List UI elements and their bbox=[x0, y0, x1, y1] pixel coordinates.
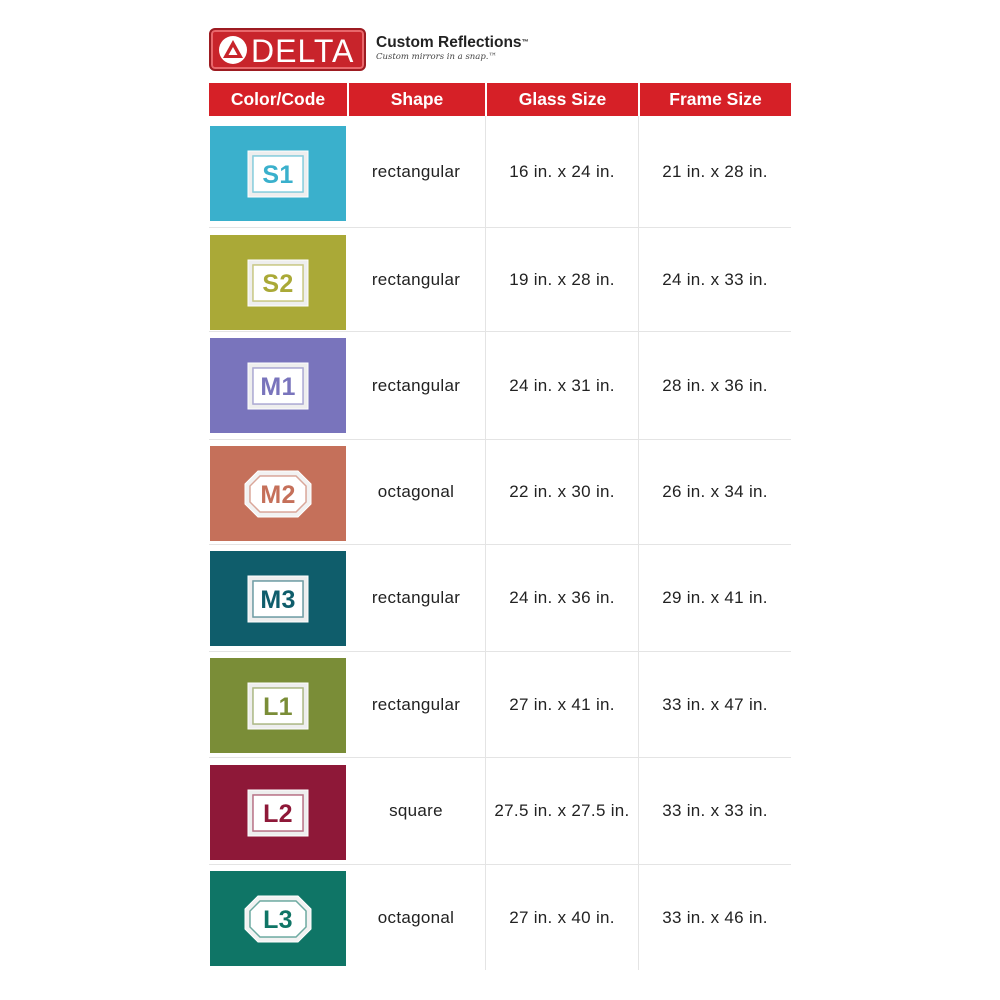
mirror-code-text: S2 bbox=[262, 270, 294, 298]
mirror-code-text: L2 bbox=[263, 800, 293, 828]
table-row bbox=[209, 440, 791, 545]
table-row bbox=[209, 865, 791, 970]
color-code-cell bbox=[209, 440, 347, 544]
frame-size-cell: 33 in. x 33 in. bbox=[638, 758, 791, 864]
rectangular-mirror-icon bbox=[210, 551, 346, 646]
shape-cell: octagonal bbox=[377, 482, 455, 501]
shape-cell: rectangular bbox=[371, 269, 461, 289]
color-swatch bbox=[210, 446, 346, 541]
color-code-cell bbox=[209, 116, 347, 227]
rectangular-mirror-icon bbox=[210, 235, 346, 330]
column-header: Frame Size bbox=[638, 83, 791, 116]
glass-size-cell: 19 in. x 28 in. bbox=[485, 228, 638, 331]
glass-size-cell: 27 in. x 40 in. bbox=[485, 865, 638, 970]
table-row bbox=[209, 652, 791, 758]
color-code-cell bbox=[209, 332, 347, 439]
mirror-code-text: L3 bbox=[263, 906, 293, 934]
logo-text: DELTA bbox=[251, 33, 355, 69]
delta-triangle-icon bbox=[219, 36, 247, 64]
rectangular-mirror-icon bbox=[210, 338, 346, 433]
glass-size-cell: 16 in. x 24 in. bbox=[485, 116, 638, 227]
table-row bbox=[209, 758, 791, 865]
shape-cell: rectangular bbox=[371, 694, 461, 714]
color-code-cell bbox=[209, 652, 347, 757]
mirror-code-text: L1 bbox=[263, 693, 293, 721]
column-header: Color/Code bbox=[209, 83, 347, 116]
color-swatch bbox=[210, 765, 346, 860]
color-code-cell bbox=[209, 545, 347, 651]
mirror-code-text: M1 bbox=[260, 373, 296, 401]
glass-size-cell: 24 in. x 36 in. bbox=[485, 545, 638, 651]
brand-block bbox=[376, 34, 529, 62]
rectangular-mirror-icon bbox=[210, 658, 346, 753]
table-row bbox=[209, 332, 791, 440]
table-row bbox=[209, 228, 791, 332]
glass-size-cell: 27.5 in. x 27.5 in. bbox=[485, 758, 638, 864]
table-row bbox=[209, 116, 791, 228]
shape-cell: rectangular bbox=[371, 588, 461, 607]
frame-size-cell: 21 in. x 28 in. bbox=[638, 116, 791, 227]
octagonal-mirror-icon bbox=[210, 446, 346, 541]
shape-cell: rectangular bbox=[371, 375, 461, 395]
glass-size-cell: 22 in. x 30 in. bbox=[485, 440, 638, 544]
frame-size-cell: 33 in. x 47 in. bbox=[638, 652, 791, 757]
color-swatch bbox=[210, 338, 346, 433]
mirror-code-text: M2 bbox=[260, 481, 296, 509]
color-code-cell bbox=[209, 228, 347, 331]
octagonal-mirror-icon bbox=[210, 871, 346, 966]
table-header bbox=[209, 83, 791, 116]
color-swatch bbox=[210, 551, 346, 646]
frame-size-cell: 33 in. x 46 in. bbox=[638, 865, 791, 970]
table-body bbox=[209, 116, 791, 970]
glass-size-cell: 24 in. x 31 in. bbox=[485, 332, 638, 439]
frame-size-cell: 29 in. x 41 in. bbox=[638, 545, 791, 651]
shape-cell: rectangular bbox=[371, 161, 461, 181]
mirror-code-text: M3 bbox=[260, 586, 296, 614]
mirror-code-text: S1 bbox=[262, 161, 294, 189]
rectangular-mirror-icon bbox=[210, 765, 346, 860]
color-code-cell bbox=[209, 865, 347, 970]
color-swatch bbox=[210, 871, 346, 966]
table-row bbox=[209, 545, 791, 652]
shape-cell: octagonal bbox=[377, 907, 455, 927]
frame-size-cell: 28 in. x 36 in. bbox=[638, 332, 791, 439]
column-header: Shape bbox=[347, 83, 485, 116]
brand-title: Custom Reflections™ bbox=[376, 34, 529, 51]
brand-tagline: Custom mirrors in a snap.™ bbox=[376, 52, 497, 62]
shape-cell: square bbox=[389, 801, 443, 820]
frame-size-cell: 26 in. x 34 in. bbox=[638, 440, 791, 544]
color-code-cell bbox=[209, 758, 347, 864]
color-swatch bbox=[210, 658, 346, 753]
frame-size-cell: 24 in. x 33 in. bbox=[638, 228, 791, 331]
color-swatch bbox=[210, 235, 346, 330]
brand-header bbox=[209, 28, 709, 72]
delta-logo bbox=[209, 28, 366, 71]
rectangular-mirror-icon bbox=[210, 126, 346, 221]
glass-size-cell: 27 in. x 41 in. bbox=[485, 652, 638, 757]
column-header: Glass Size bbox=[485, 83, 638, 116]
color-swatch bbox=[210, 126, 346, 221]
